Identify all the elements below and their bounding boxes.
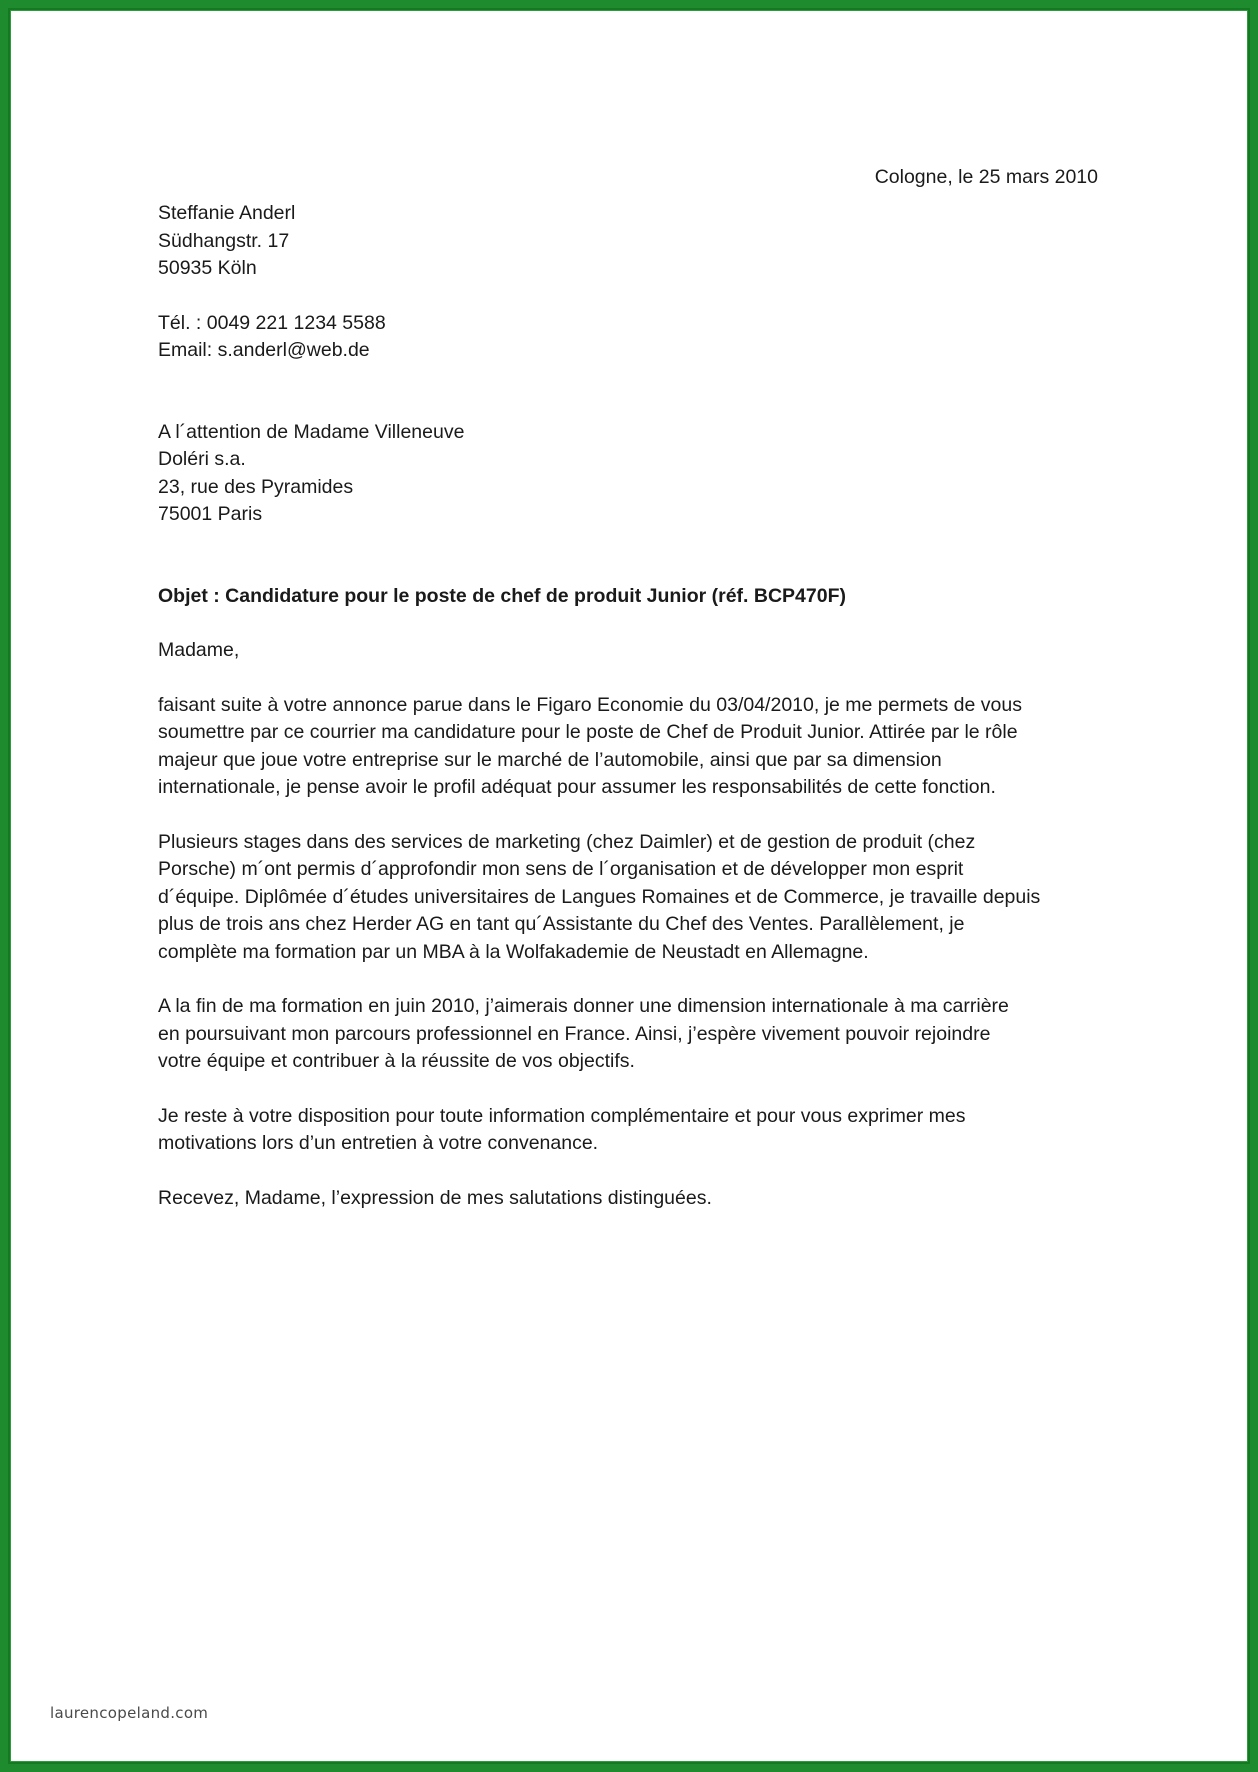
- paragraph-line: faisant suite à votre annonce parue dans le Figaro Economie du 03/04/2010, je me permets de vous: [158, 693, 1022, 716]
- paragraph-line: motivations lors d’un entretien à votre convenance.: [158, 1132, 599, 1154]
- sender-city: 50935 Köln: [158, 257, 257, 279]
- paragraph: [158, 829, 1118, 967]
- letter-salutation: Madame,: [158, 639, 240, 661]
- paragraph-line: votre équipe et contribuer à la réussite de vos objectifs.: [158, 1050, 635, 1072]
- sender-contact: [158, 310, 1118, 365]
- paragraph-line: en poursuivant mon parcours professionnel en France. Ainsi, j’espère vivement pouvoir rejoindre: [158, 1022, 991, 1045]
- letter-date: Cologne, le 25 mars 2010: [874, 166, 1098, 188]
- paragraph: [158, 1103, 1118, 1158]
- sender-address: [158, 200, 1118, 283]
- paragraph-line: complète ma formation par un MBA à la Wolfakademie de Neustadt en Allemagne.: [158, 940, 869, 963]
- paragraph-line: Plusieurs stages dans des services de marketing (chez Daimler) et de gestion de produit (chez: [158, 830, 976, 853]
- sender-name: Steffanie Anderl: [158, 202, 296, 224]
- closing-paragraph: [158, 1185, 1118, 1213]
- watermark-text: laurencopeland.com: [50, 1704, 209, 1722]
- recipient-city: 75001 Paris: [158, 503, 263, 525]
- paragraph-line: Recevez, Madame, l’expression de mes salutations distinguées.: [158, 1186, 712, 1209]
- recipient-street: 23, rue des Pyramides: [158, 475, 354, 498]
- paragraph-line: majeur que joue votre entreprise sur le marché de l’automobile, ainsi que par sa dimension: [158, 748, 942, 771]
- sender-street: Südhangstr. 17: [158, 229, 290, 252]
- paragraph-line: plus de trois ans chez Herder AG en tant qu´Assistante du Chef des Ventes. Parallèlement, je: [158, 913, 965, 935]
- sender-phone: Tél. : 0049 221 1234 5588: [158, 311, 386, 334]
- paragraph-line: soumettre par ce courrier ma candidature pour le poste de Chef de Produit Junior. Attirée par le rôle: [158, 721, 1018, 743]
- recipient-company: Doléri s.a.: [158, 448, 246, 470]
- paragraph-line: d´équipe. Diplômée d´études universitaires de Langues Romaines et de Commerce, je travaille depuis: [158, 885, 1041, 908]
- paragraph: [158, 692, 1118, 802]
- letter-page: [8, 8, 1250, 1764]
- letter-subject: Objet : Candidature pour le poste de chef de produit Junior (réf. BCP470F): [158, 584, 846, 607]
- paragraph-line: internationale, je pense avoir le profil adéquat pour assumer les responsabilités de cette fonction.: [158, 776, 996, 798]
- letter-body: [158, 160, 1118, 1212]
- paragraph-line: A la fin de ma formation en juin 2010, j’aimerais donner une dimension internationale à ma carrière: [158, 995, 1009, 1017]
- paragraph: [158, 993, 1118, 1076]
- sender-email: Email: s.anderl@web.de: [158, 339, 370, 361]
- recipient-address: [158, 419, 1118, 529]
- recipient-attention: A l´attention de Madame Villeneuve: [158, 420, 465, 443]
- paragraph-line: Je reste à votre disposition pour toute information complémentaire et pour vous exprimer mes: [158, 1104, 966, 1127]
- paragraph-line: Porsche) m´ont permis d´approfondir mon sens de l´organisation et de développer mon esprit: [158, 858, 964, 880]
